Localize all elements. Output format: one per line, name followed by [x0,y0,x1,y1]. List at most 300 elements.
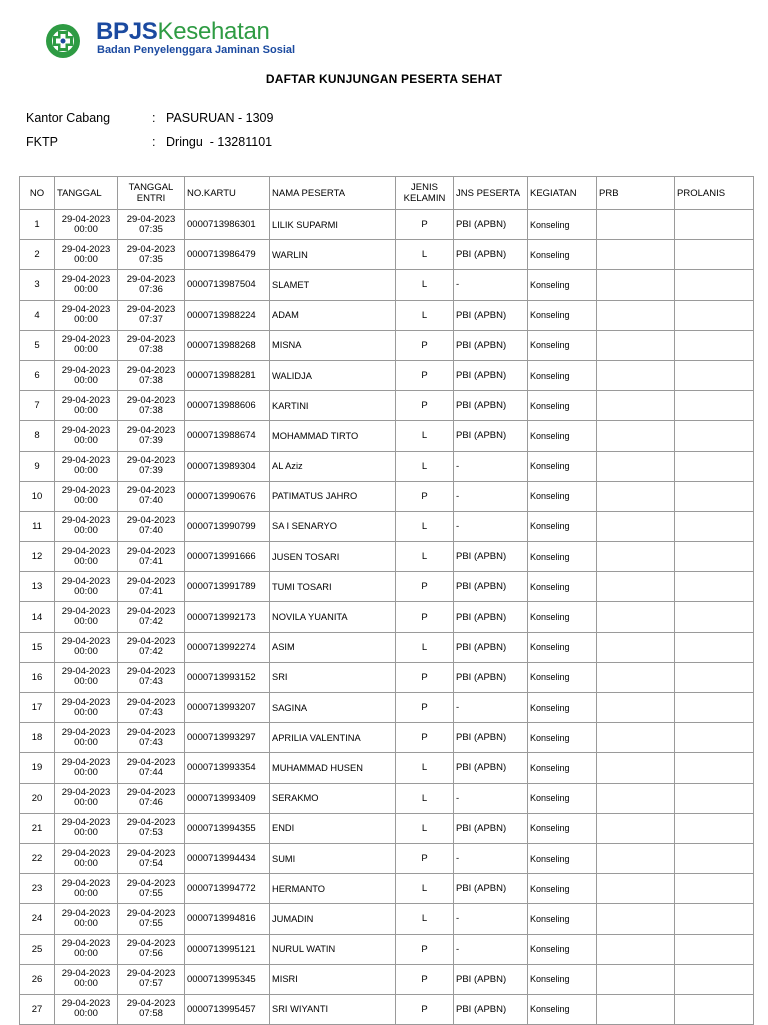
cell-tanggal-entri-time: 07:39 [139,465,163,477]
table-row [20,632,754,662]
cell-jns-peserta [454,662,528,692]
cell-prb [597,783,675,813]
cell-no-text: 12 [31,551,43,563]
cell-no-text: 9 [34,460,40,472]
cell-tanggal-entri [118,481,185,511]
cell-prolanis [675,813,754,843]
cell-no [20,602,55,632]
cell-jns-peserta-text: - [456,279,460,291]
cell-kegiatan [528,451,597,481]
cell-tanggal-entri-time: 07:41 [139,555,163,567]
cell-no-kartu-text: 0000713993297 [187,732,256,744]
cell-tanggal-time: 00:00 [74,857,98,869]
cell-jenis-kelamin-text: L [421,520,428,532]
cell-jns-peserta-text: PBI (APBN) [456,822,507,834]
cell-no [20,813,55,843]
cell-nama-peserta-text: WARLIN [272,249,308,260]
cell-nama-peserta [270,602,396,632]
cell-kegiatan-text: Konseling [530,430,570,441]
cell-kegiatan-text: Konseling [530,883,570,894]
cell-no-text: 19 [31,762,43,774]
table-row [20,934,754,964]
cell-no-text: 8 [34,430,40,442]
cell-prb [597,481,675,511]
cell-kegiatan [528,813,597,843]
cell-nama-peserta-text: JUSEN TOSARI [272,551,340,562]
brand-subtitle: Badan Penyelenggara Jaminan Sosial [97,44,296,56]
cell-tanggal [55,934,118,964]
cell-tanggal-entri [118,300,185,330]
cell-tanggal [55,994,118,1024]
cell-prb [597,662,675,692]
cell-no-kartu [185,693,270,723]
table-row [20,391,754,421]
cell-tanggal-time: 00:00 [74,1008,98,1020]
cell-tanggal-entri [118,662,185,692]
cell-no-kartu [185,753,270,783]
cell-no-kartu-text: 0000713993354 [187,762,256,774]
cell-kegiatan [528,542,597,572]
cell-tanggal-date: 29-04-2023 [61,606,111,618]
cell-jns-peserta-text: PBI (APBN) [456,249,507,261]
cell-jenis-kelamin-text: P [421,370,428,382]
cell-tanggal-entri [118,934,185,964]
cell-prolanis [675,542,754,572]
cell-no [20,421,55,451]
cell-tanggal-time: 00:00 [74,253,98,265]
cell-no-text: 6 [34,370,40,382]
cell-tanggal [55,391,118,421]
cell-nama-peserta-text: ENDI [272,823,295,834]
cell-tanggal [55,693,118,723]
cell-jenis-kelamin-text: P [421,973,428,985]
cell-nama-peserta-text: MUHAMMAD HUSEN [272,762,363,773]
cell-jenis-kelamin-text: P [421,219,428,231]
cell-kegiatan [528,240,597,270]
cell-tanggal-entri [118,421,185,451]
cell-nama-peserta [270,994,396,1024]
cell-no-kartu-text: 0000713991666 [187,551,256,563]
table-row [20,753,754,783]
cell-prb [597,421,675,451]
cell-tanggal-entri-date: 29-04-2023 [126,515,176,527]
cell-prb [597,360,675,390]
cell-jns-peserta [454,843,528,873]
table-row [20,904,754,934]
cell-prolanis [675,753,754,783]
cell-jenis-kelamin [396,542,454,572]
cell-no-kartu-text: 0000713988674 [187,430,256,442]
cell-tanggal-entri-time: 07:40 [139,525,163,537]
cell-tanggal-date: 29-04-2023 [61,575,111,587]
cell-no [20,481,55,511]
cell-tanggal-date: 29-04-2023 [61,304,111,316]
cell-jenis-kelamin-text: L [421,551,428,563]
cell-no-kartu [185,723,270,753]
cell-tanggal-entri-date: 29-04-2023 [126,666,176,678]
cell-no-kartu-text: 0000713989304 [187,460,256,472]
cell-kegiatan [528,632,597,662]
cell-jns-peserta-text: PBI (APBN) [456,762,507,774]
cell-nama-peserta-text: NURUL WATIN [272,944,336,955]
cell-tanggal-date: 29-04-2023 [61,636,111,648]
cell-kegiatan-text: Konseling [530,974,570,985]
cell-jenis-kelamin-text: L [421,460,428,472]
cell-tanggal-date: 29-04-2023 [61,485,111,497]
cell-tanggal-entri-date: 29-04-2023 [126,877,176,889]
cell-jns-peserta-text: PBI (APBN) [456,611,507,623]
table-row [20,542,754,572]
cell-tanggal [55,602,118,632]
cell-prb [597,813,675,843]
cell-tanggal [55,843,118,873]
cell-nama-peserta-text: SERAKMO [272,793,319,804]
cell-no-kartu-text: 0000713995457 [187,1003,256,1015]
cell-tanggal-entri-date: 29-04-2023 [126,485,176,497]
cell-tanggal [55,632,118,662]
cell-nama-peserta [270,904,396,934]
cell-no-text: 20 [31,792,43,804]
cell-kegiatan-text: Konseling [530,340,570,351]
cell-no [20,360,55,390]
brand-part1: BPJS [96,18,158,45]
cell-nama-peserta [270,843,396,873]
cell-tanggal-time: 00:00 [74,887,98,899]
table-row [20,511,754,541]
cell-tanggal [55,542,118,572]
cell-no-kartu-text: 0000713990676 [187,490,256,502]
cell-kegiatan [528,783,597,813]
cell-jenis-kelamin [396,813,454,843]
cell-prolanis [675,511,754,541]
cell-no-kartu [185,934,270,964]
cell-no [20,783,55,813]
cell-tanggal-entri [118,783,185,813]
visit-table [19,176,754,1025]
cell-jenis-kelamin-text: P [421,611,428,623]
cell-kegiatan [528,421,597,451]
cell-kegiatan [528,391,597,421]
cell-kegiatan-text: Konseling [530,310,570,321]
cell-jns-peserta [454,210,528,240]
cell-kegiatan-text: Konseling [530,551,570,562]
col-kegiatan: KEGIATAN [528,177,597,210]
cell-no-text: 25 [31,943,43,955]
cell-tanggal-time: 00:00 [74,917,98,929]
cell-tanggal-entri [118,753,185,783]
cell-no [20,904,55,934]
cell-kegiatan [528,753,597,783]
cell-no-text: 2 [34,249,40,261]
cell-no-kartu-text: 0000713993152 [187,671,256,683]
cell-kegiatan [528,994,597,1024]
cell-tanggal-time: 00:00 [74,827,98,839]
cell-tanggal-entri-time: 07:38 [139,374,163,386]
cell-tanggal-entri-time: 07:55 [139,887,163,899]
cell-nama-peserta [270,330,396,360]
cell-tanggal-entri [118,270,185,300]
cell-jns-peserta-text: PBI (APBN) [456,309,507,321]
cell-no-kartu-text: 0000713988606 [187,400,256,412]
cell-tanggal-entri-time: 07:36 [139,283,163,295]
cell-no-kartu [185,632,270,662]
cell-prolanis [675,240,754,270]
table-row [20,602,754,632]
cell-jns-peserta-text: PBI (APBN) [456,219,507,231]
cell-tanggal [55,511,118,541]
cell-no-kartu-text: 0000713994355 [187,822,256,834]
cell-jns-peserta [454,934,528,964]
cell-nama-peserta [270,300,396,330]
cell-tanggal-date: 29-04-2023 [61,666,111,678]
cell-nama-peserta-text: SLAMET [272,279,310,290]
cell-kegiatan-text: Konseling [530,702,570,713]
cell-kegiatan [528,300,597,330]
cell-jns-peserta-text: PBI (APBN) [456,973,507,985]
cell-jenis-kelamin-text: L [421,883,428,895]
cell-tanggal-date: 29-04-2023 [61,726,111,738]
cell-tanggal-date: 29-04-2023 [61,515,111,527]
cell-no-text: 21 [31,822,43,834]
cell-jns-peserta [454,330,528,360]
cell-tanggal-date: 29-04-2023 [61,847,111,859]
cell-jenis-kelamin [396,270,454,300]
cell-tanggal-entri-time: 07:46 [139,797,163,809]
cell-nama-peserta-text: HERMANTO [272,883,326,894]
cell-nama-peserta [270,783,396,813]
cell-kegiatan [528,662,597,692]
cell-kegiatan-text: Konseling [530,400,570,411]
cell-kegiatan [528,360,597,390]
cell-tanggal-date: 29-04-2023 [61,243,111,255]
cell-prb [597,994,675,1024]
cell-tanggal-entri-time: 07:58 [139,1008,163,1020]
cell-tanggal-entri-time: 07:35 [139,223,163,235]
cell-nama-peserta-text: SA I SENARYO [272,521,337,532]
cell-kegiatan [528,572,597,602]
cell-jenis-kelamin [396,210,454,240]
cell-no-kartu [185,964,270,994]
cell-no [20,240,55,270]
cell-kegiatan-text: Konseling [530,732,570,743]
cell-jenis-kelamin-text: P [421,702,428,714]
table-row [20,843,754,873]
cell-tanggal-entri-time: 07:37 [139,314,163,326]
cell-tanggal-entri-date: 29-04-2023 [126,364,176,376]
cell-tanggal-entri-date: 29-04-2023 [126,696,176,708]
cell-nama-peserta-text: MOHAMMAD TIRTO [272,430,359,441]
cell-nama-peserta [270,511,396,541]
cell-jenis-kelamin [396,843,454,873]
cell-no-kartu-text: 0000713993207 [187,702,256,714]
table-row [20,783,754,813]
cell-no-text: 10 [31,490,43,502]
cell-jenis-kelamin-text: P [421,732,428,744]
cell-no-kartu-text: 0000713986479 [187,249,256,261]
cell-tanggal-entri [118,813,185,843]
cell-nama-peserta-text: ADAM [272,310,299,321]
cell-no-text: 16 [31,671,43,683]
cell-no-text: 7 [34,400,40,412]
cell-jenis-kelamin-text: P [421,943,428,955]
cell-prolanis [675,662,754,692]
cell-jns-peserta [454,451,528,481]
cell-tanggal-entri [118,210,185,240]
cell-prolanis [675,300,754,330]
cell-tanggal-entri [118,964,185,994]
cell-tanggal-time: 00:00 [74,706,98,718]
cell-tanggal-time: 00:00 [74,314,98,326]
cell-prb [597,240,675,270]
cell-nama-peserta-text: NOVILA YUANITA [272,612,348,623]
cell-no-kartu [185,240,270,270]
cell-tanggal-entri-time: 07:35 [139,253,163,265]
cell-no-text: 1 [34,219,40,231]
cell-jenis-kelamin-text: L [421,913,428,925]
cell-jns-peserta [454,542,528,572]
cell-nama-peserta-text: MISRI [272,974,298,985]
cell-jenis-kelamin [396,632,454,662]
cell-prb [597,451,675,481]
cell-kegiatan [528,511,597,541]
cell-prolanis [675,904,754,934]
cell-nama-peserta [270,632,396,662]
cell-tanggal-time: 00:00 [74,797,98,809]
cell-tanggal-date: 29-04-2023 [61,364,111,376]
cell-tanggal-entri-time: 07:38 [139,344,163,356]
cell-tanggal [55,421,118,451]
cell-prolanis [675,874,754,904]
cell-no [20,693,55,723]
cell-prb [597,300,675,330]
bpjs-emblem-icon [44,22,82,60]
cell-no-kartu [185,874,270,904]
table-row [20,874,754,904]
cell-tanggal [55,662,118,692]
cell-jenis-kelamin [396,330,454,360]
cell-no-text: 22 [31,853,43,865]
cell-tanggal-date: 29-04-2023 [61,938,111,950]
cell-tanggal-entri-time: 07:54 [139,857,163,869]
fktp-label: FKTP [26,135,58,149]
cell-kegiatan [528,270,597,300]
cell-tanggal-date: 29-04-2023 [61,907,111,919]
cell-no-kartu-text: 0000713995121 [187,943,256,955]
cell-prb [597,753,675,783]
cell-nama-peserta-text: PATIMATUS JAHRO [272,491,358,502]
cell-tanggal [55,904,118,934]
cell-jns-peserta [454,994,528,1024]
cell-tanggal-entri-date: 29-04-2023 [126,938,176,950]
cell-jenis-kelamin [396,753,454,783]
cell-jns-peserta-text: PBI (APBN) [456,1003,507,1015]
cell-jenis-kelamin [396,451,454,481]
cell-jns-peserta [454,904,528,934]
table-row [20,964,754,994]
cell-jenis-kelamin-text: L [421,762,428,774]
cell-tanggal-time: 00:00 [74,555,98,567]
cell-no-kartu-text: 0000713991789 [187,581,256,593]
cell-jns-peserta [454,391,528,421]
table-row [20,693,754,723]
cell-kegiatan-text: Konseling [530,853,570,864]
cell-tanggal-entri [118,843,185,873]
cell-tanggal [55,330,118,360]
col-nama-peserta: NAMA PESERTA [270,177,396,210]
cell-no-kartu [185,451,270,481]
table-row [20,723,754,753]
cell-kegiatan [528,843,597,873]
cell-prolanis [675,994,754,1024]
cell-tanggal-entri-date: 29-04-2023 [126,726,176,738]
cell-kegiatan-text: Konseling [530,219,570,230]
cell-tanggal-time: 00:00 [74,585,98,597]
fktp-separator: : [152,135,156,149]
table-row [20,451,754,481]
cell-nama-peserta [270,481,396,511]
cell-tanggal-entri-time: 07:53 [139,827,163,839]
cell-jns-peserta-text: - [456,520,460,532]
col-no-kartu: NO.KARTU [185,177,270,210]
cell-nama-peserta [270,421,396,451]
cell-jns-peserta [454,783,528,813]
cell-nama-peserta [270,451,396,481]
cell-nama-peserta-text: LILIK SUPARMI [272,219,338,230]
cell-kegiatan [528,481,597,511]
cell-no [20,451,55,481]
cell-prolanis [675,964,754,994]
cell-no-text: 5 [34,339,40,351]
cell-tanggal-date: 29-04-2023 [61,998,111,1010]
cell-tanggal-time: 00:00 [74,344,98,356]
cell-tanggal [55,874,118,904]
cell-tanggal-entri [118,240,185,270]
cell-tanggal-entri-time: 07:55 [139,917,163,929]
cell-tanggal [55,270,118,300]
cell-prb [597,511,675,541]
cell-tanggal [55,210,118,240]
cell-kegiatan [528,934,597,964]
cell-jns-peserta [454,572,528,602]
table-row [20,360,754,390]
cell-no [20,330,55,360]
cell-tanggal-date: 29-04-2023 [61,273,111,285]
cell-prolanis [675,210,754,240]
cell-tanggal-entri-time: 07:42 [139,616,163,628]
cell-tanggal-entri-time: 07:43 [139,676,163,688]
cell-tanggal-entri-date: 29-04-2023 [126,847,176,859]
cell-jenis-kelamin [396,602,454,632]
cell-tanggal-date: 29-04-2023 [61,455,111,467]
cell-prb [597,572,675,602]
cell-prolanis [675,632,754,662]
cell-nama-peserta-text: MISNA [272,340,302,351]
cell-tanggal [55,753,118,783]
cell-no-kartu [185,210,270,240]
cell-prb [597,632,675,662]
cell-no [20,210,55,240]
cell-jenis-kelamin [396,783,454,813]
cell-prolanis [675,572,754,602]
cell-prolanis [675,934,754,964]
table-row [20,210,754,240]
col-jenis-kelamin: JENIS KELAMIN [396,177,454,210]
cell-tanggal [55,572,118,602]
cell-kegiatan-text: Konseling [530,913,570,924]
cell-jenis-kelamin [396,934,454,964]
cell-tanggal-entri-date: 29-04-2023 [126,213,176,225]
table-row [20,270,754,300]
